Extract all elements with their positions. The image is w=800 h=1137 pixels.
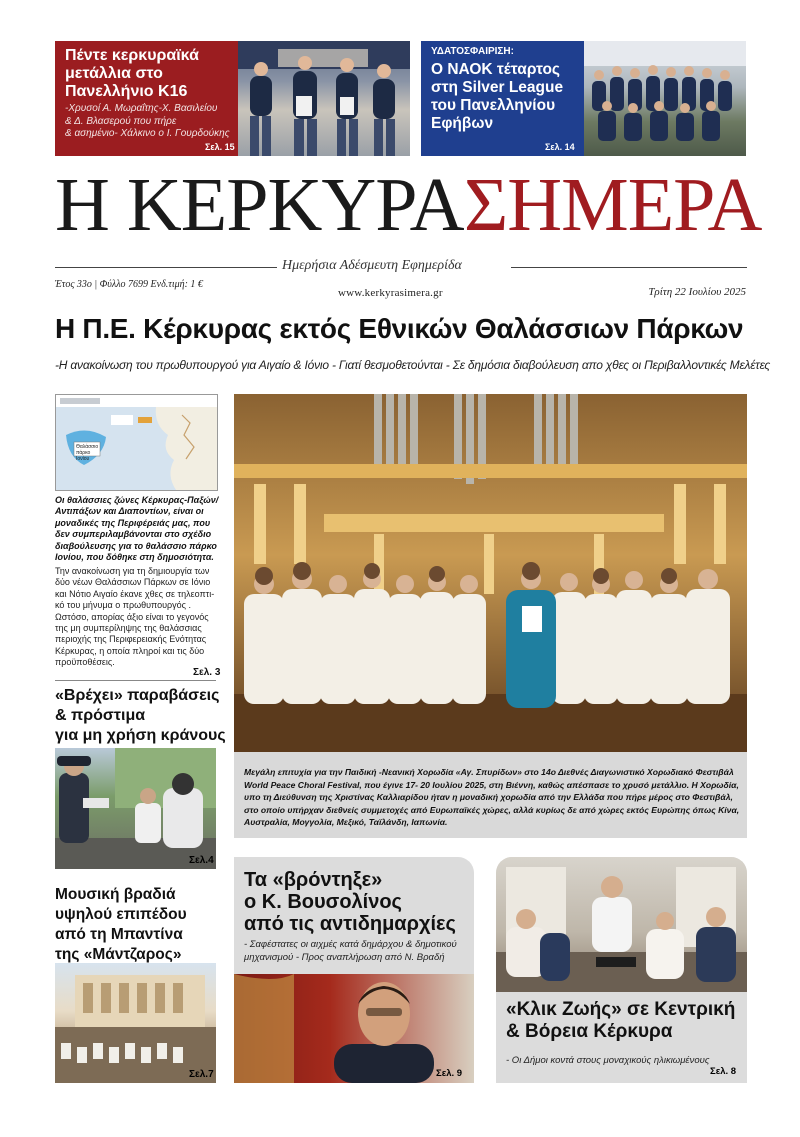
teaser-kicker: ΥΔΑΤΟΣΦΑΙΡΙΣΗ: [431,46,514,57]
teaser-title-line: του Πανελληνίου [431,97,556,114]
story-title-line: από τη Μπαντίνα [55,926,183,943]
meeting-photo [496,857,747,992]
masthead-title-right: ΣΗΜΕΡΑ [464,163,762,247]
teaser-title-line: Εφήβων [431,115,494,132]
marine-park-map [55,394,218,491]
caption-line: Μεγάλη επιτυχία για την Παιδική -Νεανική Χορωδία «Αγ. Σπυρίδων» στο 14ο Διεθνές Διαγωνιστικό Χορωδιακό Φεστιβάλ [244,767,734,777]
choir-photo[interactable] [234,394,747,752]
body-line: προϋποθέσεις. [55,657,115,668]
story-title-line: «Βρέχει» παραβάσεις [55,687,220,704]
lead-line: Οι θαλάσσιες ζώνες Κέρκυρας-Παξών/ [55,495,219,505]
story-title-line: υψηλού επιπέδου [55,906,187,923]
page-ref: Σελ. 3 [193,667,221,678]
page-ref: Σελ. 15 [205,142,235,152]
story-title-line: Μουσική βραδιά [55,886,176,903]
body-line: δύο νέων Θαλάσσιων Πάρκων σε Ιόνιο [55,577,211,588]
page-ref: Σελ.4 [189,855,214,866]
lead-line: Αντιπάξων και Διαποντίων, είναι οι [55,506,204,517]
police-check-photo [55,748,216,869]
story-sub: - Οι Δήμοι κοντά στους μοναχικούς ηλικιωμένους [506,1055,710,1066]
column-divider [55,680,216,681]
story-title-line: για μη χρήση κράνους [55,727,226,744]
lead-line: μοναδικές της Περιφέρειάς μας, που [55,517,211,528]
lead-line: δεν συμπεριλαμβάνονται στο σχέδιο [55,529,212,540]
caption-line: υπο τη Διεύθυνση της Χριστίνας Καλλιαρίδου ήταν η μοναδική χορωδία από την Ελλάδα που πήρε μέρος στο Φεστιβάλ, [244,792,733,803]
story-title-line: & Βόρεια Κέρκυρα [506,1021,673,1042]
masthead-title-left: Η ΚΕΡΚΥΡΑ [55,163,464,247]
helmet-fines-story[interactable] [55,686,225,746]
portrait-photo [234,974,474,1083]
page-ref: Σελ. 8 [710,1066,737,1077]
concert-photo [55,963,216,1083]
athletes-photo [238,41,410,156]
issue-info: Έτος 33ο | Φύλλο 7699 Ενδ.τιμή: 1 € [55,279,203,290]
teaser-title-line: μετάλλια στο [65,65,163,82]
story-title-line: «Κλικ Ζωής» σε Κεντρική [506,999,736,1020]
story-title-line: από τις αντιδημαρχίες [244,913,456,935]
vousolinos-story[interactable] [234,857,474,1083]
teaser-medals[interactable] [55,41,410,156]
story-title-line: ο Κ. Βουσολίνος [244,891,402,913]
caption-line: Αυστραλία, Μογγολία, Μεξικό, Ταϊλάνδη, Ιαπωνία. [244,817,448,828]
body-line: περιοχής της Περιφερειακής Ενότητας [55,634,207,645]
masthead-rule-right [511,267,747,268]
caption-line: World Peace Choral Festival, που έγινε 17- 20 Ιουλίου 2025, στη Βιέννη, καθώς απέσπασε το χρυσό μετάλλιο. Η Χορωδία, [244,779,739,790]
teaser-water-polo[interactable] [421,41,746,156]
story-title-line: & πρόστιμα [55,707,146,724]
teaser-sub-line: & ασημένιο- Χάλκινο ο Ι. Γουρδούκης [65,128,230,139]
story-sub-line: μηχανισμού - Προς αναπλήρωση από Ν. Βραδή [244,951,445,963]
body-line: της μη συμπερίληψης της θαλάσσιας [55,623,202,634]
click-of-life-story[interactable] [496,857,747,1083]
masthead-tagline: Ημερήσια Αδέσμευτη Εφημερίδα [282,258,462,273]
page-ref: Σελ. 9 [436,1068,463,1079]
marine-park-body [55,566,220,669]
body-line: και Νότιο Αιγαίο έκανε χθες σε τηλεοπτι- [55,588,215,599]
body-line: Κέρκυρας, η οποία πληροί και τις δύο [55,645,205,656]
teaser-title-line: στη Silver League [431,79,564,96]
music-night-story[interactable] [55,885,225,965]
photo-caption [244,766,739,829]
teaser-title-line: Πανελλήνιο Κ16 [65,83,188,100]
story-sub-line: - Σαφέστατες οι αιχμές κατά δημάρχου & δημοτικού [244,939,457,950]
teaser-title-line: Πέντε κερκυραϊκά [65,47,199,64]
lead-headline[interactable]: Η Π.Ε. Κέρκυρας εκτός Εθνικών Θαλάσσιων Πάρκων [55,313,744,344]
body-line: Ωστόσο, απορίας άξιο είναι το γεγονός [55,611,209,622]
story-title-line: της «Μάντζαρος» [55,946,182,963]
teaser-sub-line: & Δ. Βλασερού που πήρε [65,115,177,127]
page-ref: Σελ.7 [189,1069,214,1080]
masthead-rule-left [55,267,277,268]
caption-line: στο οποίο υπήρχαν διεθνείς συμμετοχές από Ευρωπαϊκές χώρες, αλλά κυρίως δε από χώρες εκτός Ευρώπης όπως Κίνα, [244,804,740,815]
teaser-title-line: Ο ΝΑΟΚ τέταρτος [431,61,560,78]
teaser-sub-line: -Χρυσοί Α. Μωραΐτης-Χ. Βασιλείου [65,103,218,114]
story-title-line: Τα «βρόντηξε» [244,869,383,891]
page-ref: Σελ. 14 [545,142,575,152]
map-label: Θαλάσσιο πάρκο Ιονίου [76,444,99,462]
lead-subhead: -Η ανακοίνωση του πρωθυπουργού για Αιγαίο & Ιόνιο - Γιατί θεσμοθετούνται - Σε δημόσια διαβούλευση απο χθες οι Περιβαλλοντικές Μελέτες [55,358,770,372]
lead-line: διαβούλευσης για το θαλάσσιο πάρκο [55,540,217,551]
body-line: Την ανακοίνωση για τη δημιουργία των [55,566,210,576]
issue-date: Τρίτη 22 Ιουλίου 2025 [648,286,746,298]
website-link[interactable]: www.kerkyrasimera.gr [338,287,443,299]
marine-park-lead [55,495,220,563]
body-line: κό του μήνυμα ο πρωθυπουργός . [55,600,192,611]
lead-line: Ιονίου, που δόθηκε στη δημοσιότητα. [55,552,214,563]
team-photo [584,41,746,156]
